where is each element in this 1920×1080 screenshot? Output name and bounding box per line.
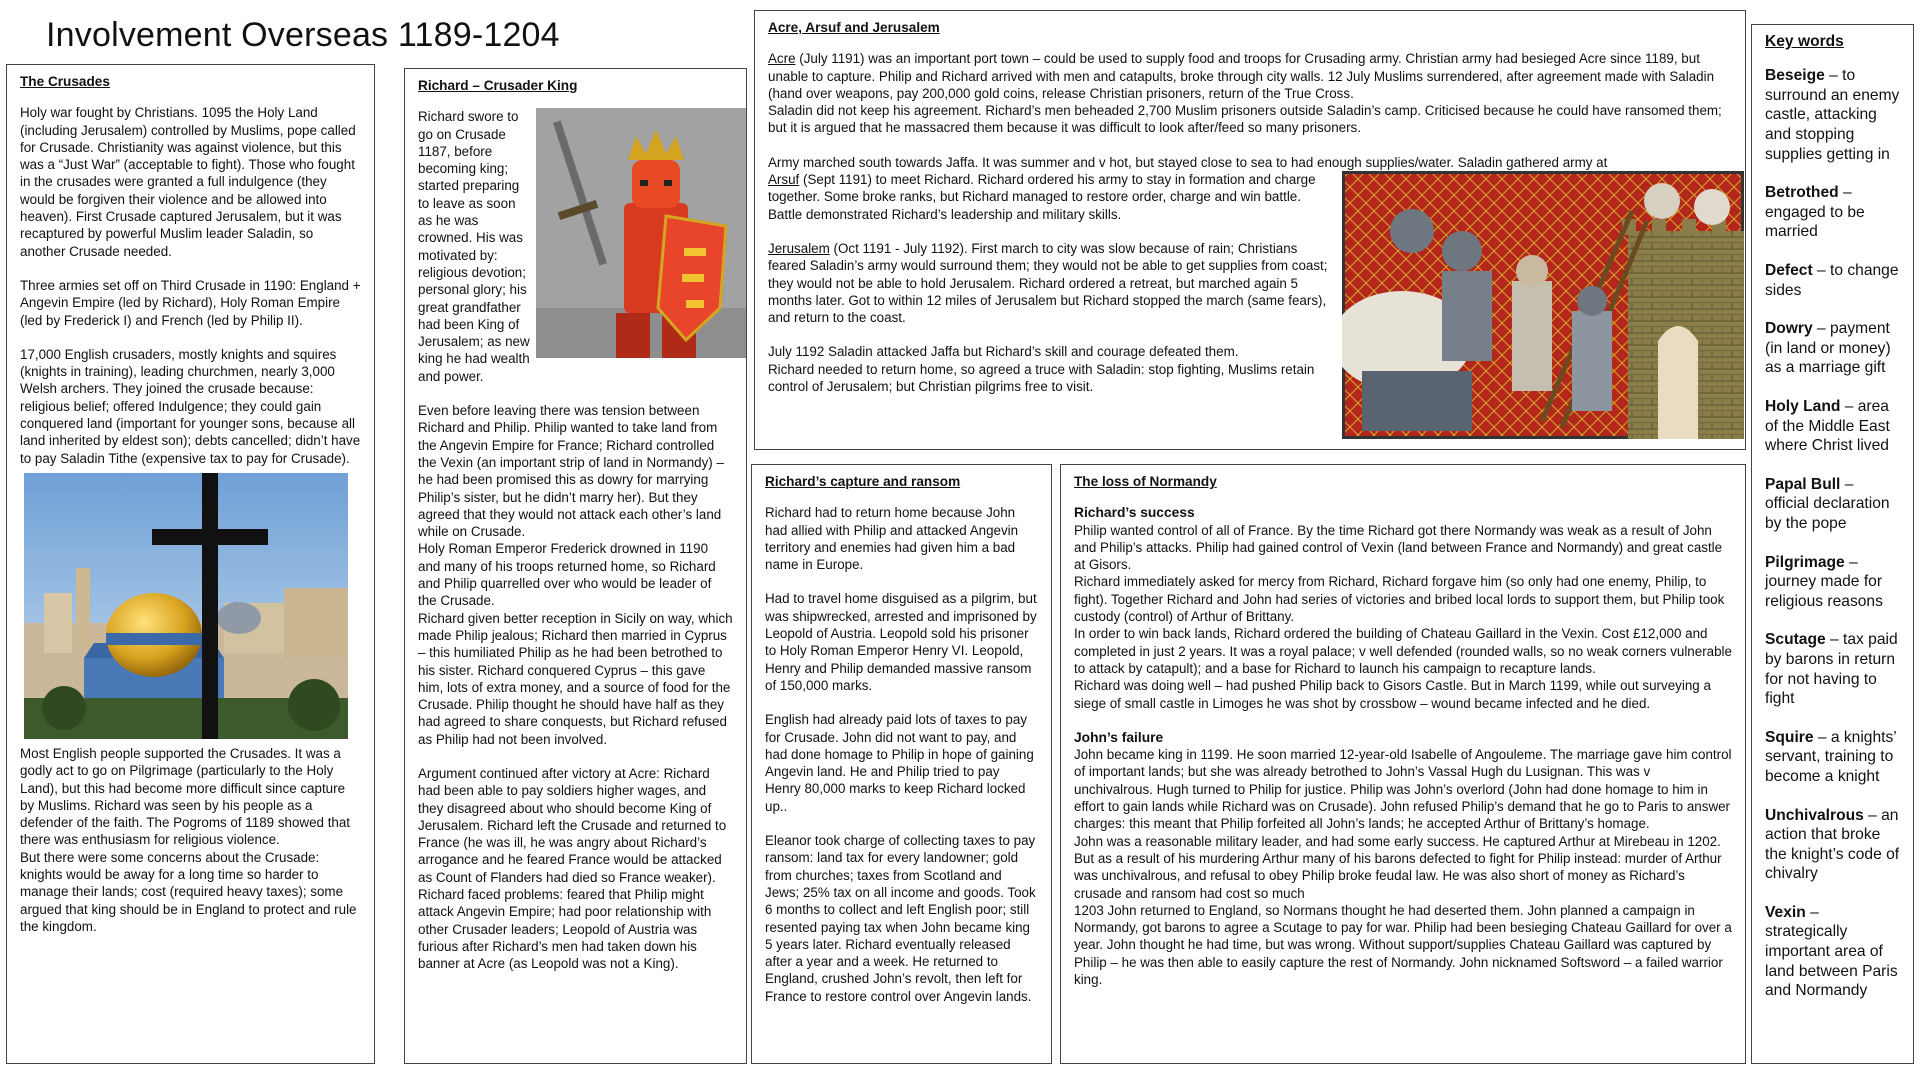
- keyword-entry: [1765, 183, 1900, 242]
- keywords-panel: [1751, 24, 1914, 1064]
- crusades-intro: Holy war fought by Christians. 1095 the Holy Land (including Jerusalem) controlled by Muslims, pope called for Crusade. Christianity was against violence, but this was a “Just War” (acceptable to fight). Those who fought in the crusades were granted a full indulgence (they would be forgiven their violence and be allowed into heaven). First Crusade captured Jerusalem, but it was recaptured by powerful Muslim leader Saladin, so another Crusade needed.: [20, 105, 356, 259]
- richard-success-subheading: Richard’s success: [1074, 505, 1195, 521]
- keyword-entry: [1765, 261, 1900, 300]
- keyword-term: Papal Bull: [1765, 475, 1841, 493]
- richard-heading: Richard – Crusader King: [418, 78, 578, 93]
- normandy-heading: The loss of Normandy: [1074, 474, 1217, 489]
- keyword-definition: – tax paid by barons in return for not having to fight: [1765, 631, 1898, 708]
- normandy-arthur: John was a reasonable military leader, and had some early success. He captured Arthur at Mirebeau in 1202. But as a result of his murdering Arthur many of his barons defected to fight for Philip instead: murder of Arthur was unchivalrous, and refusal to obey Philip broke feudal law. He was also short of money as Richard’s crusade and ransom had cost so much: [1074, 833, 1722, 901]
- keyword-entry: [1765, 553, 1900, 612]
- richard-sicily: Richard given better reception in Sicily on way, which made Philip jealous; Richard then married in Cyprus – this humiliated Philip as he had been betrothed to his sister. Richard conquered Cyprus – this gave him, lots of extra money, and a source of food for the Crusade. Philip thought he should have half as they had agreed to share conquests, but Richard refused as Philip had not been involved.: [418, 610, 733, 747]
- normandy-philip: Philip wanted control of all of France. By the time Richard got there Normandy was weak as a result of John and Philip’s attacks. Philip had gained control of Vexin (land between France and Normandy) and great castle at Gisors.: [1074, 522, 1723, 573]
- richard-motives: Richard swore to go on Crusade 1187, before becoming king; started preparing to leave as soon as he was crowned. His was motivated by: religious devotion; personal glory; his great grandfather had been King of Jerusalem; as new king he had wealth and power.: [418, 109, 530, 384]
- keyword-entry: [1765, 728, 1900, 787]
- crusades-panel: [6, 64, 375, 1064]
- keyword-term: Vexin: [1765, 903, 1806, 921]
- page-title: Involvement Overseas 1189-1204: [46, 16, 560, 54]
- acre-paragraph: Acre (July 1191) was an important port town – could be used to supply food and troops for Crusading army. Christian army had besieged Acre since 1189, but unable to capture. Philip and Richard arrived with men and catapults, broke through city walls. 12 July Muslims surrendered, after agreement made with Saladin (hand over weapons, pay 200,000 gold coins, release Christian prisoners, return of the True Cross.: [768, 51, 1715, 101]
- keyword-term: Beseige: [1765, 67, 1825, 85]
- keyword-definition: – strategically important area of land between Paris and Normandy: [1765, 903, 1898, 1000]
- capture-heading: Richard’s capture and ransom: [765, 474, 961, 489]
- jaffa-paragraph: July 1192 Saladin attacked Jaffa but Richard’s skill and courage defeated them.: [768, 344, 1239, 360]
- crusades-heading: The Crusades: [20, 74, 110, 89]
- normandy-panel: [1060, 464, 1746, 1064]
- keyword-definition: – engaged to be married: [1765, 184, 1865, 241]
- arsuf-label: Arsuf: [768, 172, 800, 188]
- jerusalem-label: Jerusalem: [768, 240, 830, 256]
- capture-return: Richard had to return home because John had allied with Philip and attacked Angevin territory and enemies had given him a bad name in Europe.: [765, 505, 1019, 573]
- keyword-definition: – to change sides: [1765, 262, 1899, 299]
- richard-acre-argument: Argument continued after victory at Acre: Richard had been able to pay soldiers higher wages, and they disagreed about who should become King of Jerusalem. Richard left the Crusade and returned to France (he was ill, he was angry about Richard’s arrogance and he feared France would be attacked as Count of Flanders had died so France weaker).: [418, 765, 727, 885]
- richard-frederick: Holy Roman Emperor Frederick drowned in 1190 and many of his troops returned home, so Richard and Philip quarrelled over who would be leader of the Crusade.: [418, 541, 716, 609]
- keyword-definition: – official declaration by the pope: [1765, 475, 1890, 532]
- keyword-term: Unchivalrous: [1765, 806, 1864, 824]
- keyword-term: Dowry: [1765, 320, 1813, 338]
- keywords-list: [1765, 66, 1900, 1001]
- arsuf-paragraph: Arsuf (Sept 1191) to meet Richard. Richard ordered his army to stay in formation and charge together. Some broke ranks, but Richard managed to restore order, charge and win battle. Battle demonstrated Richard’s leadership and military skills.: [768, 172, 1316, 222]
- keyword-term: Squire: [1765, 728, 1814, 746]
- keyword-entry: [1765, 319, 1900, 378]
- keywords-heading: Key words: [1765, 33, 1844, 50]
- keyword-definition: – to surround an enemy castle, attacking and stopping supplies getting in: [1765, 67, 1900, 163]
- normandy-gaillard: In order to win back lands, Richard ordered the building of Chateau Gaillard in the Vexin. Cost £12,000 and completed in just 2 years. It was a royal palace; v well defended (rounded walls, so no weak corners vulnerable to attack by catapult); and a base for Richard to launch his campaign to recapture lands.: [1074, 626, 1732, 676]
- richard-problems: Richard faced problems: feared that Philip might attack Angevin Empire; had poor relationship with other Crusader leaders; Leopold of Austria was furious after Richard’s men had taken down his banner at Acre (as Leopold was not a King).: [418, 887, 712, 972]
- keyword-definition: – a knights’ servant, training to become a knight: [1765, 728, 1897, 785]
- keyword-entry: [1765, 397, 1900, 456]
- john-failure-subheading: John’s failure: [1074, 729, 1164, 745]
- siege-miniature-image: [1342, 171, 1744, 439]
- normandy-loss: 1203 John returned to England, so Normans thought he had deserted them. John planned a campaign in Normandy, got barons to agree a Scutage to pay for war. Philip had been besieging Chateau Gaillard for over a year. John thought he had time, but was wrong. Without support/supplies Chateau Gaillard was captured by Philip – he was then able to easily capture the rest of Normandy. John nicknamed Softsword – a failed warrior king.: [1074, 902, 1732, 988]
- truce-paragraph: Richard needed to return home, so agreed a truce with Saladin: stop fighting, Muslims retain control of Jerusalem; but Christian pilgrims free to visit.: [768, 361, 1315, 395]
- keyword-entry: [1765, 66, 1900, 164]
- acre-massacre: Saladin did not keep his agreement. Richard’s men beheaded 2,700 Muslim prisoners outside Saladin’s camp. Criticised because he could have ransomed them; but it is argued that he massacred them because it was difficult to look after/feed so many prisoners.: [768, 103, 1722, 136]
- normandy-death: Richard was doing well – had pushed Philip back to Gisors Castle. But in March 1199, while out surveying a siege of small castle in Limoges he was shot by crossbow – wound became infected and he died.: [1074, 678, 1711, 711]
- keyword-definition: – journey made for religious reasons: [1765, 553, 1883, 610]
- richard-panel: [404, 68, 747, 1064]
- jerusalem-paragraph: Jerusalem (Oct 1191 - July 1192). First march to city was slow because of rain; Christians feared Saladin’s army would surround them; they would not be able to get supplies from coast; they would not be able to hold Jerusalem. Richard ordered a retreat, but marched again 5 months later. Got to within 12 miles of Jerusalem but Richard stopped the march (same fears), and return to the coast.: [768, 240, 1328, 326]
- crusades-english: 17,000 English crusaders, mostly knights and squires (knights in training), leading churchmen, nearly 3,000 Welsh archers. They joined the crusade because: religious belief; offered Indulgence; they could gain conquered land (important for younger sons, because all land inherited by eldest son); debts cancelled; didn’t have to pay Saladin Tithe (expensive tax to pay for Crusade).: [20, 346, 361, 466]
- normandy-isabelle: John became king in 1199. He soon married 12-year-old Isabelle of Angouleme. The marriage gave him control of important lands; but she was already betrothed to John’s Vassal Hugh du Lusignan. This was v unchivalrous. Hugh turned to Philip for justice. Philip was John’s overlord (John had done homage to him in effort to gain lands while Richard was on Crusade). John refused Philip’s demand that he go to Paris to answer charges: this meant that Philip forfeited all John’s lands; he accepted Arthur of Brittany’s homage.: [1074, 747, 1732, 832]
- keyword-term: Holy Land: [1765, 398, 1841, 416]
- normandy-mercy: Richard immediately asked for mercy from Richard, Richard forgave him (so only had one enemy, Philip, to fight). Together Richard and John had series of victories and bribed local lords to support them, but Philip took custody (control) of Arthur of Brittany.: [1074, 574, 1725, 625]
- capture-john: English had already paid lots of taxes to pay for Crusade. John did not want to pay, and had done homage to Philip in hope of gaining Angevin land. He and Philip tried to pay Henry 80,000 marks to keep Richard locked up..: [765, 712, 1034, 814]
- acre-panel: [754, 10, 1746, 450]
- keyword-definition: – an action that broke the knight’s code of chivalry: [1765, 806, 1900, 883]
- richard-tension: Even before leaving there was tension between Richard and Philip. Philip wanted to take land from the Angevin Empire for France; Richard controlled the Vexin (an important strip of land in Normandy) – he had been promised this as dowry for marrying Philip’s sister, but he didn’t marry her). But they agreed that they would not attack each other’s land while on Crusade.: [418, 403, 724, 540]
- acre-heading: Acre, Arsuf and Jerusalem: [768, 20, 940, 35]
- capture-imprisoned: Had to travel home disguised as a pilgrim, but was shipwrecked, arrested and imprisoned by Leopold of Austria. Leopold sold his prisoner to Holy Roman Emperor Henry VI. Leopold, Henry and Philip demanded massive ransom of 150,000 marks.: [765, 591, 1037, 693]
- capture-panel: [751, 464, 1052, 1064]
- lego-king-image: [536, 108, 746, 358]
- jerusalem-photo: [24, 473, 348, 739]
- crusades-armies: Three armies set off on Third Crusade in 1190: England + Angevin Empire (led by Richard), Holy Roman Empire (led by Frederick I) and French (led by Philip II).: [20, 277, 361, 328]
- keyword-term: Betrothed: [1765, 184, 1839, 202]
- crusades-support: Most English people supported the Crusades. It was a godly act to go on Pilgrimage (particularly to the Holy Land), but this had become more difficult since capture by Muslims. Richard was seen by his people as a defender of the faith. The Pogroms of 1189 showed that there was enthusiasm for religious violence.: [20, 745, 351, 848]
- crusades-concerns: But there were some concerns about the Crusade: knights would be away for a long time so harder to manage their lands; cost (required heavy taxes); some argued that king should be in England to protect and rule the kingdom.: [20, 849, 357, 934]
- keyword-entry: [1765, 903, 1900, 1001]
- keyword-definition: – payment (in land or money) as a marriage gift: [1765, 320, 1891, 377]
- keyword-term: Defect: [1765, 262, 1813, 280]
- capture-eleanor: Eleanor took charge of collecting taxes to pay ransom: land tax for every landowner; gold from churches; taxes from Scotland and Jews; 25% tax on all income and goods. Took 6 months to collect and left English poor; still resented paying tax when John became king 5 years later. Richard eventually released after a year and a week. He returned to England, crushed John’s revolt, then left for France to restore control over Angevin lands.: [765, 833, 1036, 1004]
- keyword-entry: [1765, 806, 1900, 884]
- acre-label: Acre: [768, 51, 796, 67]
- keyword-term: Scutage: [1765, 631, 1826, 649]
- keyword-term: Pilgrimage: [1765, 553, 1845, 571]
- arsuf-intro: Army marched south towards Jaffa. It was summer and v hot, but stayed close to sea to had enough supplies/water. Saladin gathered army at: [768, 154, 1608, 170]
- keyword-entry: [1765, 630, 1900, 708]
- keyword-definition: – area of the Middle East where Christ lived: [1765, 398, 1890, 455]
- keyword-entry: [1765, 475, 1900, 534]
